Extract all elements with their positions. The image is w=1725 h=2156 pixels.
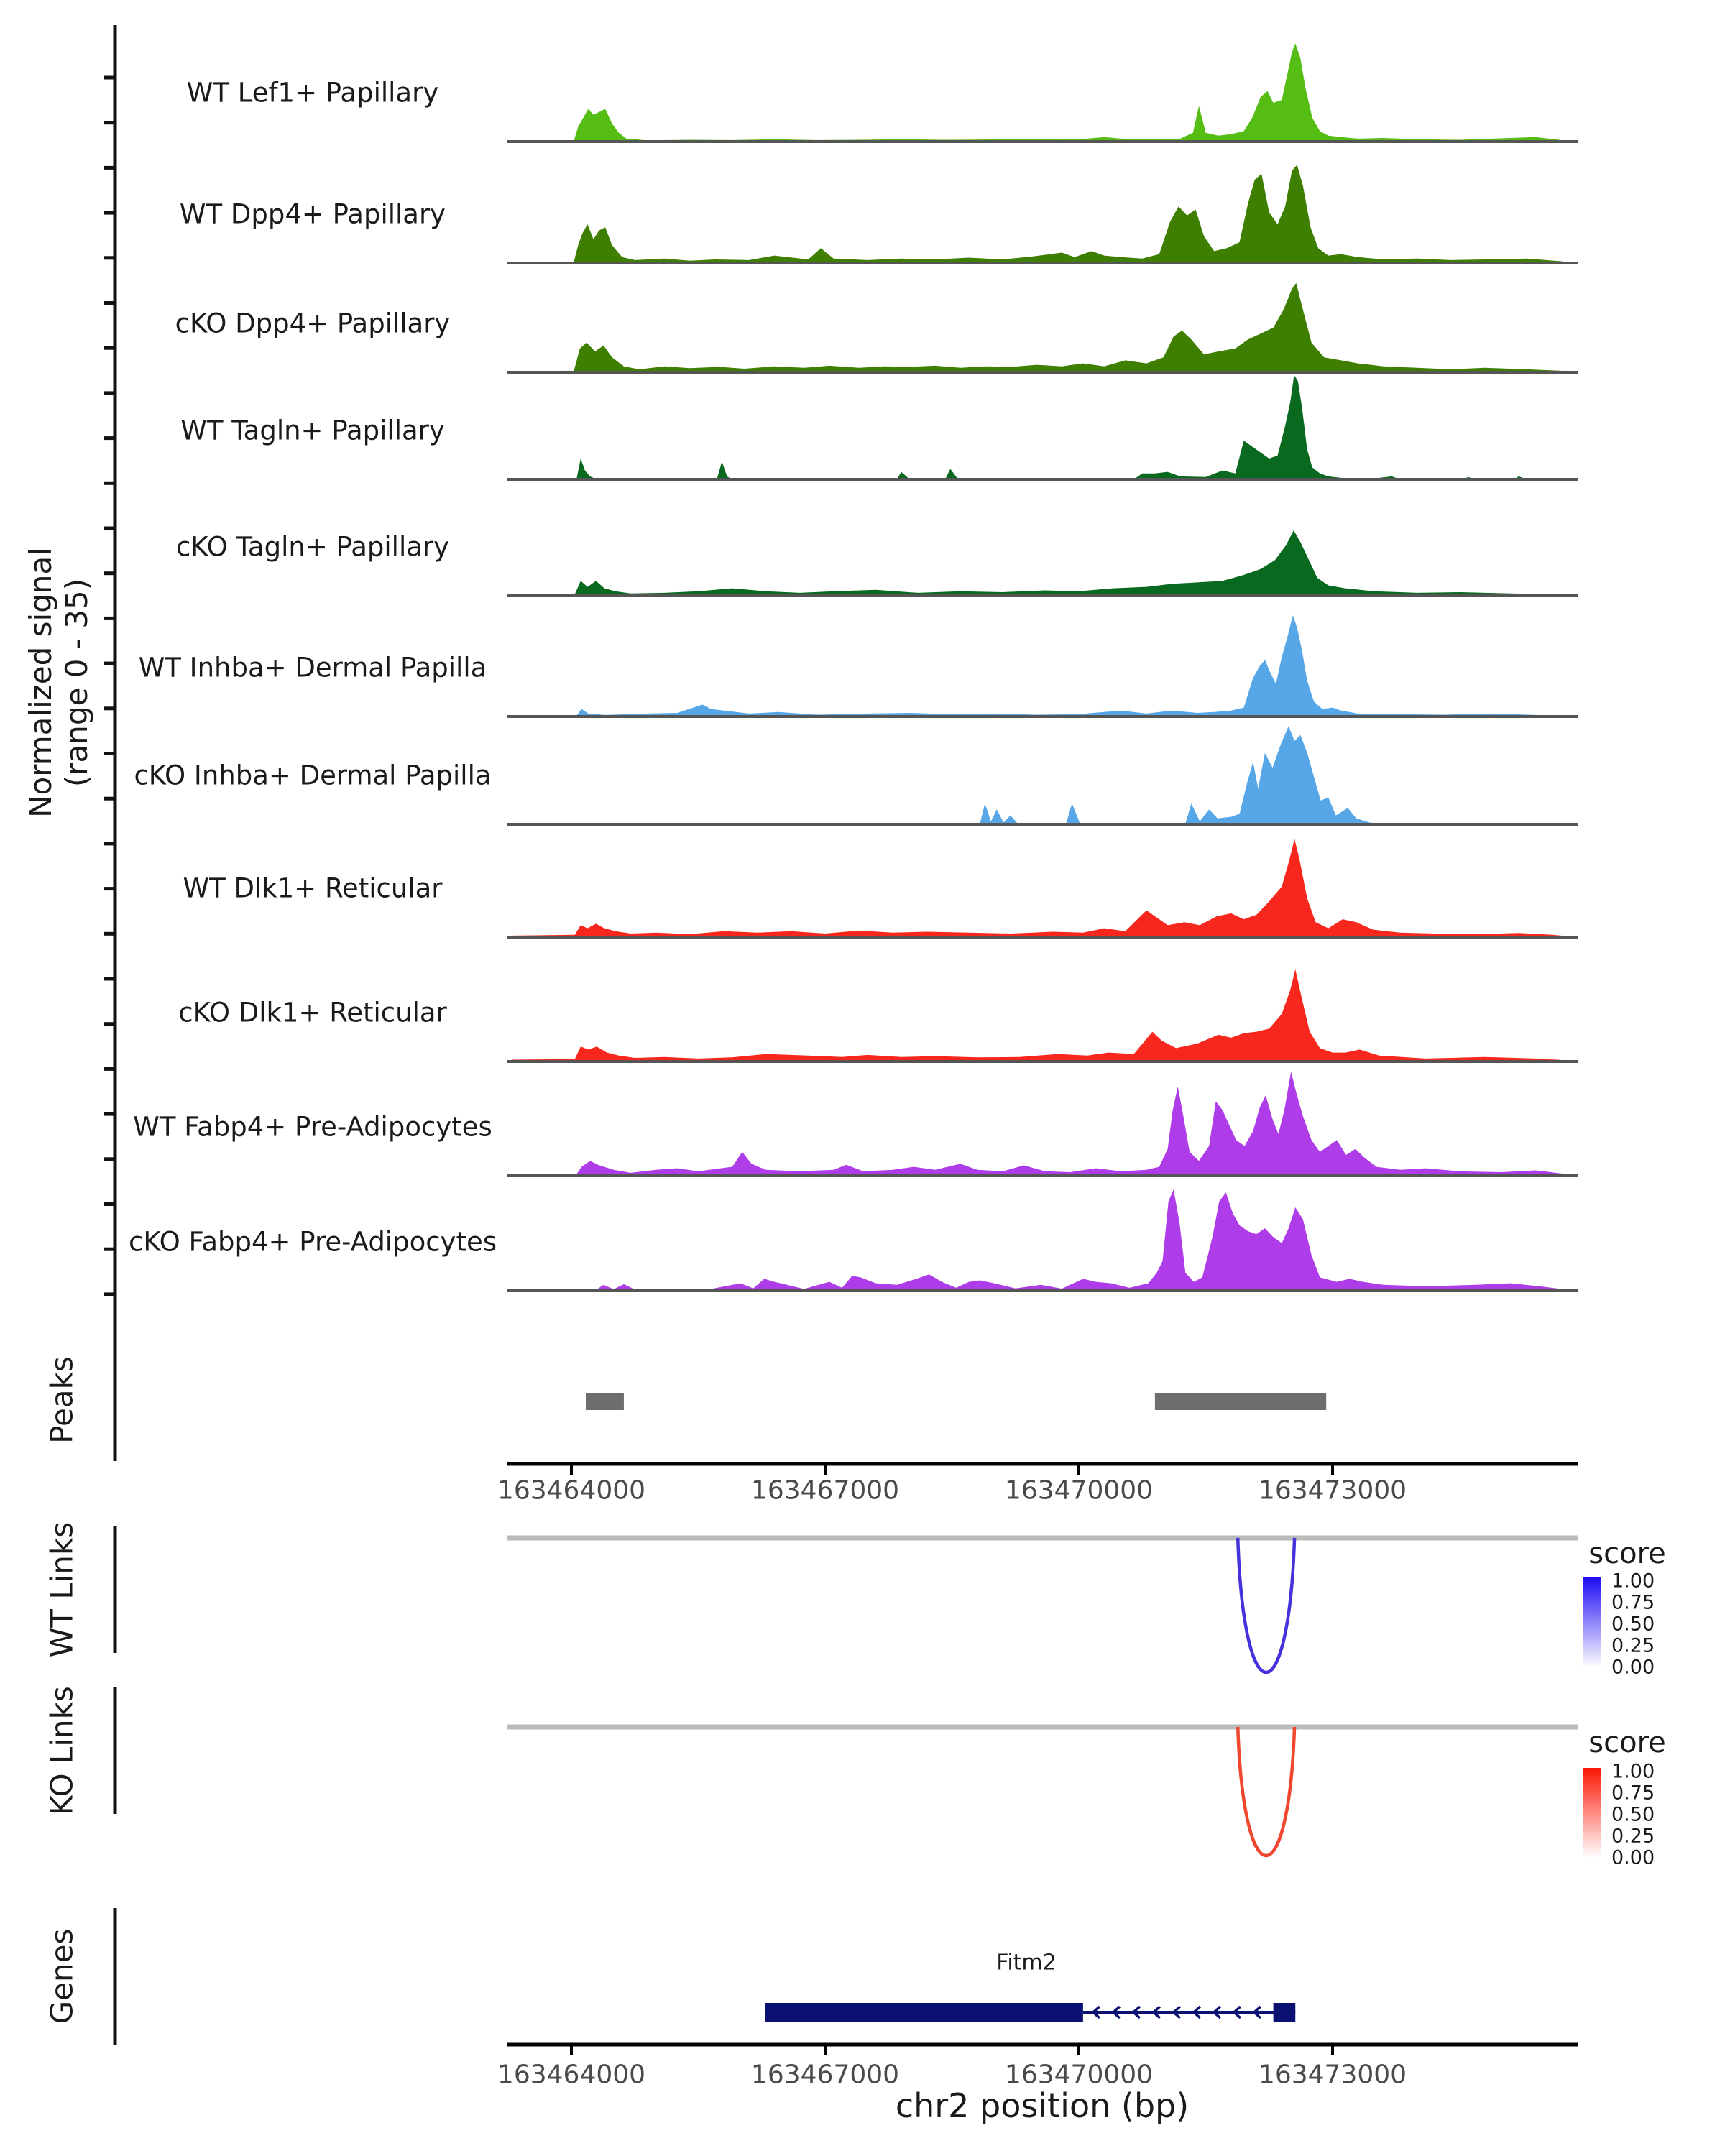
genes-section-label: Genes <box>44 1928 80 2024</box>
track-label: WT Inhba+ Dermal Papilla <box>138 652 487 683</box>
genes-x-axis-tick-label: 163470000 <box>1004 2060 1154 2090</box>
coverage-area <box>507 375 1578 479</box>
track-label: WT Dlk1+ Reticular <box>183 872 443 904</box>
coverage-area <box>507 1189 1578 1291</box>
gene-exon-block <box>765 2003 1082 2022</box>
x-axis-title: chr2 position (bp) <box>895 2086 1190 2125</box>
coverage-tracks <box>507 43 1578 1291</box>
peaks-x-axis-tick-label: 163467000 <box>750 1475 900 1506</box>
track-label: WT Lef1+ Papillary <box>186 77 439 109</box>
track-label: WT Fabp4+ Pre-Adipocytes <box>133 1111 492 1143</box>
wt-score-legend-label: 1.00 <box>1611 1570 1655 1593</box>
coverage-area <box>507 839 1578 937</box>
genes-x-axis-tick-label: 163467000 <box>750 2060 900 2090</box>
ko-score-legend-label: 0.50 <box>1611 1803 1655 1826</box>
peaks-x-axis-tick-label: 163470000 <box>1004 1475 1154 1506</box>
coverage-area <box>507 726 1578 824</box>
wt-score-legend-label: 0.75 <box>1611 1591 1655 1614</box>
peaks-track <box>586 1393 1326 1410</box>
ko-link-arc <box>1238 1727 1294 1856</box>
genes-x-axis-tick-label: 163473000 <box>1258 2060 1407 2090</box>
gene-name-label: Fitm2 <box>996 1950 1057 1976</box>
coverage-area <box>507 1072 1578 1176</box>
links-tracks <box>507 1538 1601 1858</box>
ko-score-gradient-bar <box>1583 1768 1601 1858</box>
coverage-area <box>507 43 1578 142</box>
track-label: cKO Dlk1+ Reticular <box>178 997 447 1028</box>
coverage-area <box>507 615 1578 717</box>
peaks-section-label: Peaks <box>44 1356 80 1444</box>
coverage-area <box>507 530 1578 596</box>
coverage-area <box>507 969 1578 1061</box>
ko-score-legend-title: score <box>1588 1726 1666 1759</box>
ko-score-legend-label: 1.00 <box>1611 1760 1655 1783</box>
track-label: WT Dpp4+ Papillary <box>179 198 446 230</box>
wt-links-section-label: WT Links <box>44 1521 80 1658</box>
coverage-area <box>507 283 1578 372</box>
y-axis-label <box>23 548 95 818</box>
y-axis-label-line1: Normalized signal <box>23 548 58 818</box>
genes-x-axis-tick-label: 163464000 <box>497 2060 646 2090</box>
track-label: cKO Dpp4+ Papillary <box>175 308 451 339</box>
peaks-x-axis-tick-label: 163473000 <box>1258 1475 1407 1506</box>
wt-score-legend-label: 0.50 <box>1611 1613 1655 1636</box>
peak-interval <box>1155 1393 1326 1410</box>
wt-score-gradient-bar <box>1583 1577 1601 1667</box>
wt-score-legend-label: 0.25 <box>1611 1634 1655 1657</box>
ko-links-section-label: KO Links <box>44 1686 80 1815</box>
wt-link-arc <box>1238 1538 1294 1672</box>
wt-score-legend-title: score <box>1588 1537 1666 1570</box>
genes-track <box>765 2003 1295 2022</box>
coverage-area <box>507 165 1578 263</box>
track-label: WT Tagln+ Papillary <box>180 415 445 446</box>
track-label: cKO Tagln+ Papillary <box>175 531 450 563</box>
track-label: cKO Inhba+ Dermal Papilla <box>134 760 492 791</box>
peak-interval <box>586 1393 624 1410</box>
wt-score-legend-label: 0.00 <box>1611 1656 1655 1679</box>
ko-score-legend-label: 0.00 <box>1611 1846 1655 1869</box>
ko-score-legend-label: 0.75 <box>1611 1782 1655 1805</box>
gene-exon-block <box>1274 2003 1296 2022</box>
y-axis-label-line2: (range 0 - 35) <box>59 578 94 788</box>
ko-score-legend-label: 0.25 <box>1611 1825 1655 1848</box>
peaks-x-axis-tick-label: 163464000 <box>497 1475 646 1506</box>
track-label: cKO Fabp4+ Pre-Adipocytes <box>128 1226 497 1258</box>
